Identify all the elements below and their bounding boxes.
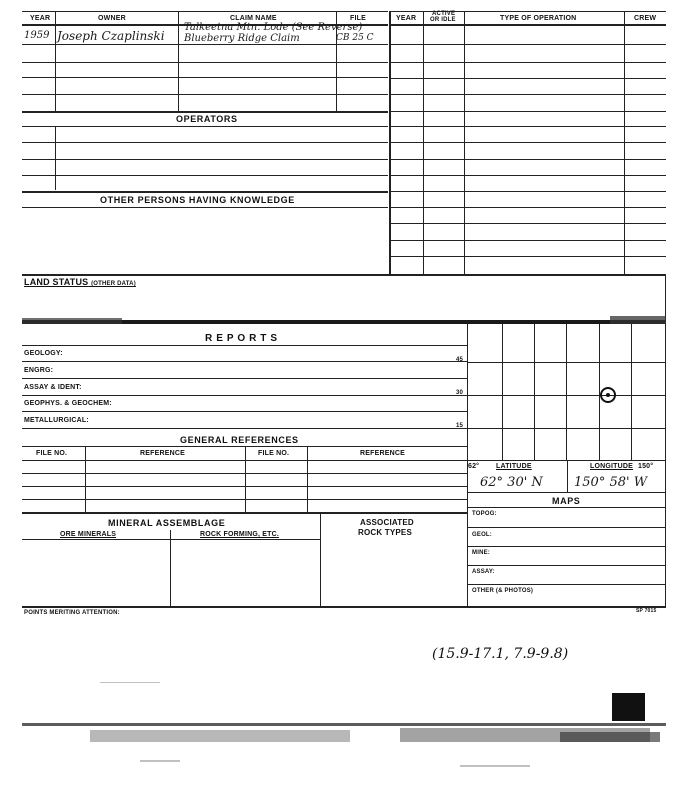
associated-line2: ROCK TYPES	[358, 528, 413, 537]
gr-file-no-2: FILE NO.	[258, 450, 290, 457]
header-owner: OWNER	[98, 15, 126, 22]
grid-number-45: 45	[456, 357, 464, 363]
report-geophys: GEOPHYS. & GEOCHEM:	[24, 400, 112, 407]
entry-owner: Joseph Czaplinski	[57, 29, 165, 43]
mineral-title: MINERAL ASSEMBLAGE	[108, 518, 226, 528]
header-file: FILE	[350, 15, 366, 22]
report-assay: ASSAY & IDENT:	[24, 384, 82, 391]
gr-file-no-1: FILE NO.	[36, 450, 68, 457]
handwritten-note: (15.9-17.1, 7.9-9.8)	[432, 646, 569, 662]
maps-mine: MINE:	[472, 550, 490, 556]
other-persons-title: OTHER PERSONS HAVING KNOWLEDGE	[100, 195, 295, 205]
longitude-label: LONGITUDE	[590, 463, 634, 470]
form-number: SP 7015	[636, 608, 657, 614]
latitude-label: LATITUDE	[496, 463, 532, 470]
report-engrg: ENGRG:	[24, 367, 54, 374]
entry-claim-line2: Blueberry Ridge Claim	[184, 33, 300, 44]
maps-geol: GEOL:	[472, 532, 492, 538]
report-metallurgical: METALLURGICAL:	[24, 417, 89, 424]
operators-title: OPERATORS	[176, 114, 238, 124]
maps-other: OTHER (& PHOTOS)	[472, 588, 534, 594]
land-status-title	[24, 277, 136, 287]
header-year: YEAR	[30, 15, 51, 22]
op-header-year: YEAR	[396, 15, 417, 22]
op-header-type: TYPE OF OPERATION	[500, 15, 577, 22]
report-geology: GEOLOGY:	[24, 350, 63, 357]
land-status-sub: (OTHER DATA)	[91, 281, 136, 287]
maps-assay: ASSAY:	[472, 569, 495, 575]
general-references-title: GENERAL REFERENCES	[180, 435, 299, 445]
grid-number-15: 15	[456, 423, 464, 429]
mineral-ore: ORE MINERALS	[60, 531, 117, 538]
header-claim-name: CLAIM NAME	[230, 15, 277, 22]
entry-claim-line1: Talkeetna Mtn. Lode (See Reverse)	[184, 22, 363, 33]
op-header-idle: OR IDLE	[430, 17, 456, 23]
associated-line1: ASSOCIATED	[360, 518, 414, 527]
op-header-active: ACTIVE	[432, 11, 456, 17]
points-label: POINTS MERITING ATTENTION:	[24, 610, 120, 616]
maps-title: MAPS	[552, 496, 581, 506]
location-marker-icon	[600, 387, 616, 403]
mineral-rock: ROCK FORMING, ETC.	[200, 531, 280, 538]
lon-degree: 150°	[638, 463, 654, 470]
land-status-label: LAND STATUS	[24, 277, 89, 287]
lat-degree: 62°	[468, 463, 480, 470]
latitude-value: 62° 30' N	[480, 475, 543, 490]
gr-reference-1: REFERENCE	[140, 450, 185, 457]
entry-file: CB 25 C	[336, 33, 374, 43]
op-header-crew: CREW	[634, 15, 657, 22]
entry-year: 1959	[24, 30, 50, 41]
maps-topog: TOPOG:	[472, 511, 497, 517]
gr-reference-2: REFERENCE	[360, 450, 405, 457]
reports-title: R E P O R T S	[205, 333, 278, 344]
longitude-value: 150° 58' W	[574, 475, 648, 490]
grid-number-30: 30	[456, 390, 464, 396]
black-square-mark	[612, 693, 645, 721]
